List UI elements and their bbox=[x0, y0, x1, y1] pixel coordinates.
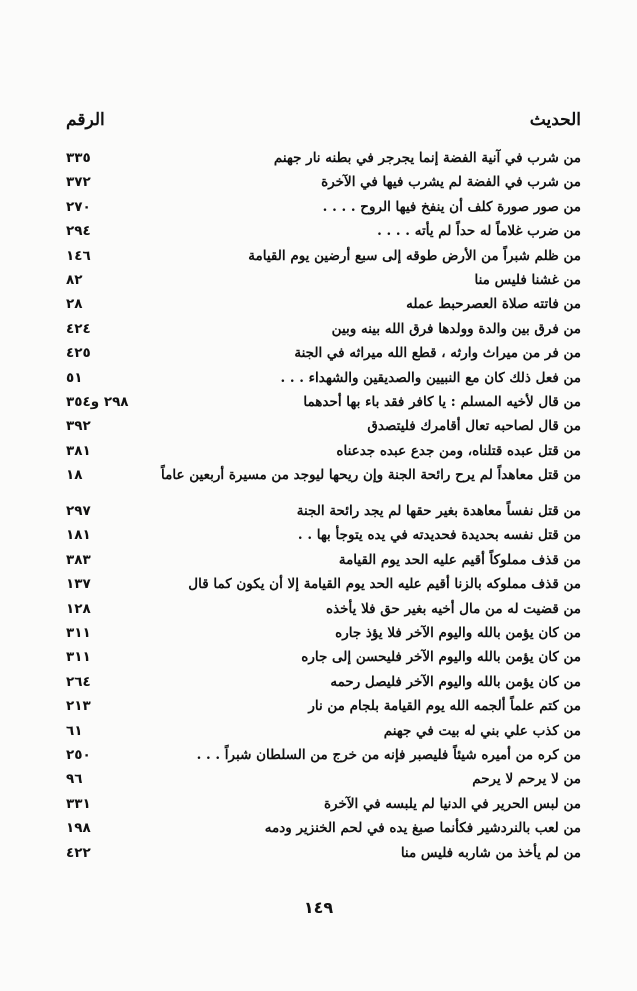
hadith-text: من لعب بالنردشير فكأنما صبغ يده في لحم الخنزير ودمه bbox=[264, 820, 581, 837]
hadith-text: من كذب علي بني له بيت في جهنم bbox=[383, 722, 581, 739]
hadith-number: ١٣٧ bbox=[66, 576, 91, 593]
index-row bbox=[66, 670, 581, 694]
hadith-text: من فرق بين والدة وولدها فرق الله بينه وبين bbox=[331, 320, 581, 337]
index-row bbox=[66, 292, 581, 316]
hadith-text: من قذف مملوكاً أقيم عليه الحد يوم القيامة bbox=[338, 551, 581, 568]
hadith-number: ٢٧٠ bbox=[66, 198, 91, 215]
hadith-text: من فعل ذلك كان مع النبيين والصديقين والشهداء . . . bbox=[280, 369, 581, 386]
hadith-number: ٣٣١ bbox=[66, 795, 91, 812]
hadith-index-list bbox=[66, 146, 581, 865]
hadith-text: من لا يرحم لا يرحم bbox=[472, 771, 581, 788]
table-header bbox=[66, 110, 581, 134]
index-row bbox=[66, 195, 581, 219]
hadith-text: من قال لصاحبه تعال أقامرك فليتصدق bbox=[367, 418, 581, 435]
hadith-text: من قضيت له من مال أخيه بغير حق فلا يأخذه bbox=[326, 600, 581, 617]
hadith-number: ٥١ bbox=[66, 369, 83, 386]
hadith-number: ٢٩٨ و٣٥٤ bbox=[66, 393, 129, 410]
index-row bbox=[66, 463, 581, 499]
index-row bbox=[66, 439, 581, 463]
hadith-text: من كان يؤمن بالله واليوم الآخر فلا يؤذ جاره bbox=[335, 625, 581, 642]
hadith-number: ١٤٦ bbox=[66, 247, 91, 264]
hadith-number: ٢٩٤ bbox=[66, 223, 91, 240]
hadith-text: من غشنا فليس منا bbox=[474, 271, 581, 288]
index-row bbox=[66, 390, 581, 414]
index-row bbox=[66, 523, 581, 547]
hadith-number: ٢٦٤ bbox=[66, 673, 91, 690]
index-row bbox=[66, 767, 581, 791]
page-number: ١٤٩ bbox=[303, 898, 334, 917]
hadith-text: من شرب في الفضة لم يشرب فيها في الآخرة bbox=[321, 174, 581, 191]
hadith-number: ٩٦ bbox=[66, 771, 83, 788]
index-row bbox=[66, 621, 581, 645]
index-row bbox=[66, 548, 581, 572]
hadith-number: ٤٢٢ bbox=[66, 844, 91, 861]
index-row bbox=[66, 341, 581, 365]
hadith-number: ٦١ bbox=[66, 722, 83, 739]
hadith-text: من ظلم شبراً من الأرض طوقه إلى سبع أرضين يوم القيامة bbox=[248, 247, 581, 264]
hadith-number: ٣١١ bbox=[66, 625, 91, 642]
hadith-text: من كان يؤمن بالله واليوم الآخر فليصل رحمه bbox=[330, 673, 581, 690]
hadith-text: من كتم علماً ألجمه الله يوم القيامة بلجام من نار bbox=[308, 698, 581, 715]
index-row bbox=[66, 743, 581, 767]
hadith-number: ٨٢ bbox=[66, 271, 83, 288]
hadith-number: ١٨١ bbox=[66, 527, 91, 544]
index-row bbox=[66, 645, 581, 669]
hadith-text: من لم يأخذ من شاربه فليس منا bbox=[400, 844, 581, 861]
hadith-column-header: الحديث bbox=[529, 110, 581, 130]
hadith-number: ١٨ bbox=[66, 467, 83, 484]
hadith-text: من قتل نفسه بحديدة فحديدته في يده يتوجأ بها . . bbox=[297, 527, 581, 544]
hadith-number: ٢٨ bbox=[66, 296, 83, 313]
index-row bbox=[66, 499, 581, 523]
index-row bbox=[66, 414, 581, 438]
hadith-number: ٣٧٢ bbox=[66, 174, 91, 191]
index-row bbox=[66, 219, 581, 243]
hadith-number: ٤٢٤ bbox=[66, 320, 91, 337]
index-row bbox=[66, 146, 581, 170]
hadith-number: ٤٢٥ bbox=[66, 345, 91, 362]
hadith-text: من قتل عبده قتلناه، ومن جدع عبده جدعناه bbox=[336, 442, 581, 459]
index-row bbox=[66, 366, 581, 390]
index-row bbox=[66, 244, 581, 268]
hadith-text: من قتل نفساً معاهدة بغير حقها لم يجد رائحة الجنة bbox=[296, 503, 581, 520]
hadith-number: ١٢٨ bbox=[66, 600, 91, 617]
index-row bbox=[66, 572, 581, 596]
hadith-number: ٣١١ bbox=[66, 649, 91, 666]
hadith-number: ٣٨١ bbox=[66, 442, 91, 459]
hadith-number: ١٩٨ bbox=[66, 820, 91, 837]
index-row bbox=[66, 694, 581, 718]
hadith-text: من كره من أميره شيئاً فليصبر فإنه من خرج من السلطان شبراً . . . bbox=[196, 746, 581, 763]
hadith-number: ٣٨٣ bbox=[66, 551, 91, 568]
number-column-header: الرقم bbox=[66, 110, 105, 130]
hadith-text: من قال لأخيه المسلم : يا كافر فقد باء بها أحدهما bbox=[303, 393, 581, 410]
hadith-number: ٢٥٠ bbox=[66, 746, 91, 763]
hadith-number: ٣٣٥ bbox=[66, 150, 91, 166]
hadith-text: من فاتته صلاة العصرحبط عمله bbox=[406, 296, 581, 313]
hadith-text: من فر من ميراث وارثه ، قطع الله ميراثه في الجنة bbox=[294, 345, 581, 362]
index-row bbox=[66, 268, 581, 292]
index-row bbox=[66, 792, 581, 816]
hadith-number: ٣٩٢ bbox=[66, 418, 91, 435]
hadith-text: من قذف مملوكه بالزنا أقيم عليه الحد يوم القيامة إلا أن يكون كما قال bbox=[188, 576, 581, 593]
index-row bbox=[66, 170, 581, 194]
index-row bbox=[66, 841, 581, 865]
index-row bbox=[66, 317, 581, 341]
hadith-text: من قتل معاهداً لم يرح رائحة الجنة وإن ريحها ليوجد من مسيرة أربعين عاماً bbox=[161, 467, 581, 484]
hadith-text: من لبس الحرير في الدنيا لم يلبسه في الآخرة bbox=[323, 795, 581, 812]
hadith-text: من صور صورة كلف أن ينفخ فيها الروح . . . . bbox=[322, 198, 581, 215]
hadith-number: ٢٩٧ bbox=[66, 503, 91, 520]
hadith-text: من كان يؤمن بالله واليوم الآخر فليحسن إلى جاره bbox=[301, 649, 581, 666]
hadith-number: ٢١٣ bbox=[66, 698, 91, 715]
index-row bbox=[66, 816, 581, 840]
index-row bbox=[66, 597, 581, 621]
hadith-text: من شرب في آنية الفضة إنما يجرجر في بطنه نار جهنم bbox=[273, 150, 581, 166]
hadith-text: من ضرب غلاماً له حداً لم يأته . . . . bbox=[377, 223, 581, 240]
index-row bbox=[66, 719, 581, 743]
